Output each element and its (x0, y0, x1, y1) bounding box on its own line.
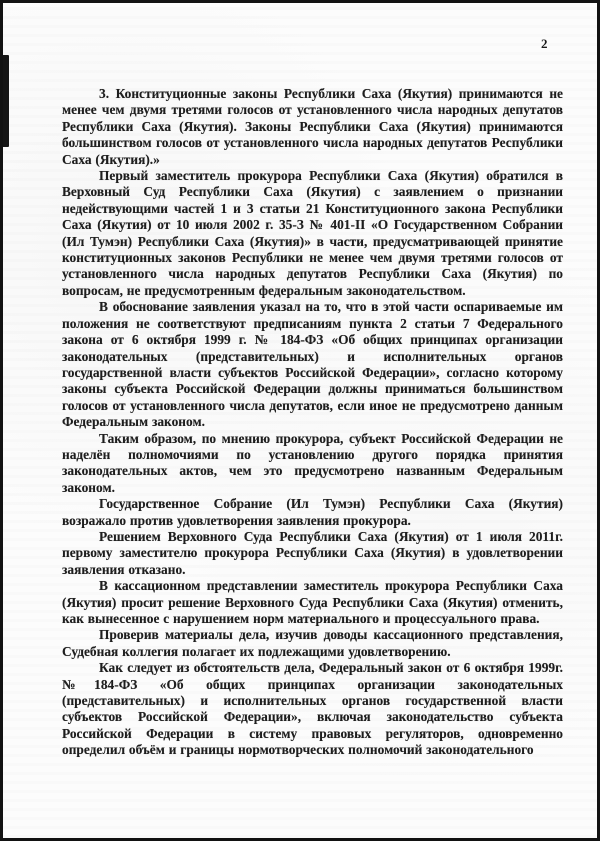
paragraph: Решением Верховного Суда Республики Саха (Якутия) от 1 июля 2011г. первому заместителю прокурора Республики Саха (Якутия) в удовлетворении заявления отказано. (62, 528, 563, 577)
paragraph: Таким образом, по мнению прокурора, субъект Российской Федерации не наделён полномочиями по установлению другого порядка принятия законодательных актов, чем это предусмотрено названным Федеральным законом. (62, 430, 563, 495)
paragraph: В кассационном представлении заместитель прокурора Республики Саха (Якутия) просит решение Верховного Суда Республики Саха (Якутия) отменить, как вынесенное с нарушением норм материального и процессуального права. (62, 578, 563, 626)
paragraph: В обоснование заявления указал на то, что в этой части оспариваемые им положения не соответствуют предписаниям пункта 2 статьи 7 Федерального закона от 6 октября 1999 г. № 184-ФЗ «Об общих принципах организации законодательных (представительных) и исполнительных органов государственной власти субъектов Российской Федерации», согласно которому законы субъекта Российской Федерации должны приниматься большинством голосов от установленного числа депутатов, если иное не предусмотрено данным Федеральным законом. (62, 299, 563, 430)
paragraph: 3. Конституционные законы Республики Саха (Якутия) принимаются не менее чем двумя третями голосов от установленного числа народных депутатов Республики Саха (Якутия). Законы Республики Саха (Якутия) принимаются большинством голосов от установленного числа народных депутатов Республики Саха (Якутия).» (62, 86, 563, 167)
paragraph: Первый заместитель прокурора Республики Саха (Якутия) обратился в Верховный Суд Республики Саха (Якутия) с заявлением о признании недействующими частей 1 и 3 статьи 21 Конституционного закона Республики Саха (Якутия) от 10 июля 2002 г. 35-З № 401-II «О Государственном Собрании (Ил Тумэн) Республики Саха (Якутия)» в части, предусматривающей принятие конституционных законов Республики не менее чем двумя третями голосов от установленного числа народных депутатов Республики Саха (Якутия) по вопросам, не предусмотренным федеральным законодательством. (62, 168, 563, 298)
document-text-block (62, 86, 563, 759)
paragraph: Как следует из обстоятельств дела, Федеральный закон от 6 октября 1999г. №184-ФЗ «Об общих принципах организации законодательных (представительных) и исполнительных органов государственной власти субъектов Российской Федерации», включая законодательство субъекта Российской Федерации в систему правовых регуляторов, одновременно определил объём и границы нормотворческих полномочий законодательного (62, 660, 563, 758)
page-number: 2 (541, 36, 548, 51)
paragraph: Государственное Собрание (Ил Тумэн) Республики Саха (Якутия) возражало против удовлетворения заявления прокурора. (62, 496, 563, 528)
scan-artifact (0, 55, 9, 147)
paragraph: Проверив материалы дела, изучив доводы кассационного представления, Судебная коллегия полагает их подлежащими удовлетворению. (62, 627, 563, 659)
